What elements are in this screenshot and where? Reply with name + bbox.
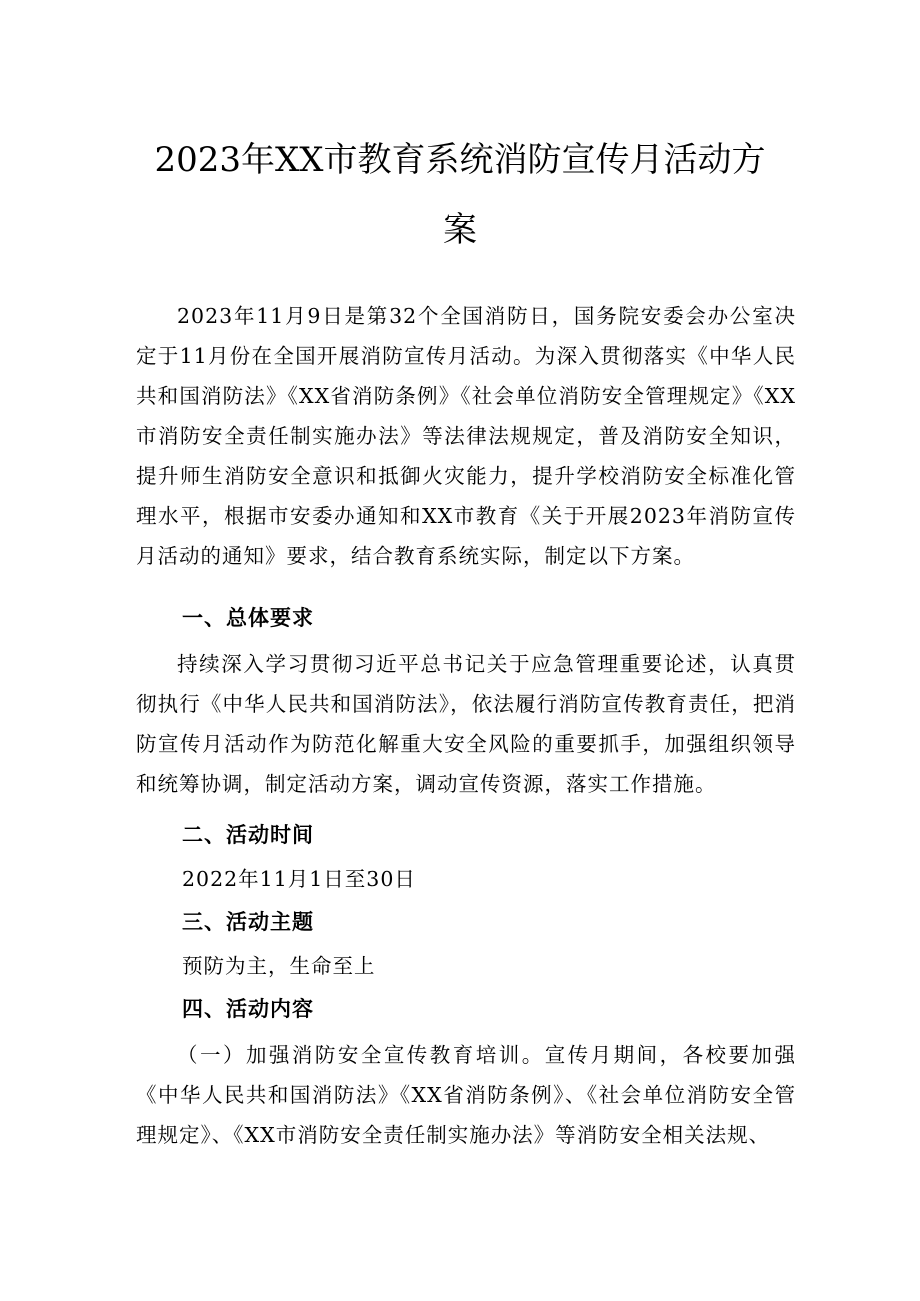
document-title-line-2: 案 [443,210,477,250]
section-heading-activity-theme: 三、活动主题 [182,910,314,934]
section-heading-activity-time: 二、活动时间 [182,823,314,847]
section-heading-general-requirements: 一、总体要求 [182,606,314,630]
section-body-general-requirements: 持续深入学习贯彻习近平总书记关于应急管理重要论述，认真贯彻执行《中华人民共和国消防法》，依法履行消防宣传教育责任，把消防宣传月活动作为防范化解重大安全风险的重要抓手，加强组织领导和统筹协调，制定活动方案，调动宣传资源，落实工作措施。 [136,652,796,796]
section-body-activity-theme: 预防为主，生命至上 [182,954,376,978]
section-body-activity-time: 2022年11月1日至30日 [182,867,416,891]
section-heading-activity-content: 四、活动内容 [182,997,314,1021]
section-body-activity-content: （一）加强消防安全宣传教育培训。宣传月期间，各校要加强《中华人民共和国消防法》《XX省消防条例》、《社会单位消防安全管理规定》、《XX市消防安全责任制实施办法》等消防安全相关法规、 [136,1043,796,1147]
intro-paragraph: 2023年11月9日是第32个全国消防日，国务院安委会办公室决定于11月份在全国开展消防宣传月活动。为深入贯彻落实《中华人民共和国消防法》《XX省消防条例》《社会单位消防安全管理规定》《XX市消防安全责任制实施办法》等法律法规规定，普及消防安全知识，提升师生消防安全意识和抵御火灾能力，提升学校消防安全标准化管理水平，根据市安委办通知和XX市教育《关于开展2023年消防宣传月活动的通知》要求，结合教育系统实际，制定以下方案。 [136,304,796,568]
document-title-line-1: 2023年XX市教育系统消防宣传月活动方 [154,140,766,180]
